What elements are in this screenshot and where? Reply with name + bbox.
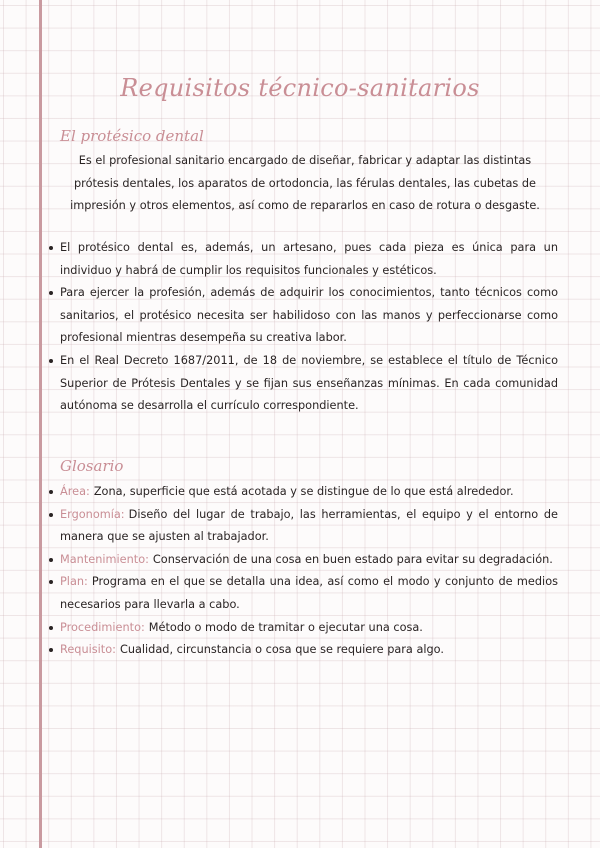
glossary-item bbox=[60, 571, 558, 616]
glossary-definition: Cualidad, circunstancia o cosa que se requiere para algo. bbox=[119, 643, 444, 657]
glossary-definition: Método o modo de tramitar o ejecutar una cosa. bbox=[148, 620, 423, 634]
page-title: Requisitos técnico-sanitarios bbox=[120, 74, 480, 102]
glossary-definition: Diseño del lugar de trabajo, las herramientas, el equipo y el entorno de manera que se ajusten al trabajador. bbox=[60, 507, 558, 544]
section-heading-protesico: El protésico dental bbox=[60, 127, 204, 145]
intro-paragraph: Es el profesional sanitario encargado de diseñar, fabricar y adaptar las distintas prótesis dentales, los aparatos de ortodoncia, las férulas dentales, las cubetas de impresión y otros elementos, así como de repararlos en caso de rotura o desgaste. bbox=[70, 154, 540, 213]
glossary-term: Requisito: bbox=[60, 643, 116, 657]
glossary-term: Área: bbox=[60, 485, 90, 498]
bullet-text: Para ejercer la profesión, además de adquirir los conocimientos, tanto técnicos como sanitarios, el protésico necesita ser habilidoso con las manos y perfeccionarse como profesional mientras desempeña su creativa labor. bbox=[60, 286, 558, 345]
glossary-definition: Conservación de una cosa en buen estado para evitar su degradación. bbox=[152, 552, 553, 566]
list-item bbox=[60, 237, 558, 282]
glossary-item bbox=[60, 481, 558, 504]
bullet-dot bbox=[49, 359, 53, 363]
glossary-item bbox=[60, 549, 558, 572]
glossary-item bbox=[60, 504, 558, 549]
glossary-term: Mantenimiento: bbox=[60, 552, 149, 566]
glossary-definition: Zona, superficie que está acotada y se distingue de lo que está alrededor. bbox=[93, 485, 514, 498]
list-item bbox=[60, 282, 558, 350]
section-heading-glosario: Glosario bbox=[60, 457, 124, 475]
bullet-dot bbox=[49, 648, 53, 652]
glossary-definition: Programa en el que se detalla una idea, así como el modo y conjunto de medios necesarios para llevarla a cabo. bbox=[60, 575, 558, 611]
glossary-term: Plan: bbox=[60, 575, 88, 589]
glossary-item bbox=[60, 617, 558, 640]
glossary-list bbox=[60, 481, 558, 662]
bullet-dot bbox=[49, 558, 53, 562]
notebook-margin-line bbox=[39, 0, 42, 848]
bullet-dot bbox=[49, 490, 53, 494]
protesico-bullet-list bbox=[60, 237, 558, 418]
glossary-term: Procedimiento: bbox=[60, 620, 145, 634]
bullet-dot bbox=[49, 246, 53, 250]
bullet-text: El protésico dental es, además, un artesano, pues cada pieza es única para un individuo y habrá de cumplir los requisitos funcionales y estéticos. bbox=[60, 241, 558, 277]
bullet-dot bbox=[49, 513, 53, 517]
bullet-dot bbox=[49, 580, 53, 584]
glossary-item bbox=[60, 639, 558, 662]
bullet-text: En el Real Decreto 1687/2011, de 18 de noviembre, se establece el título de Técnico Superior de Prótesis Dentales y se fijan sus enseñanzas mínimas. En cada comunidad autónoma se desarrolla el currículo correspondiente. bbox=[60, 353, 558, 413]
bullet-dot bbox=[49, 291, 53, 295]
glossary-term: Ergonomía: bbox=[60, 507, 125, 521]
bullet-dot bbox=[49, 626, 53, 630]
list-item bbox=[60, 350, 558, 418]
